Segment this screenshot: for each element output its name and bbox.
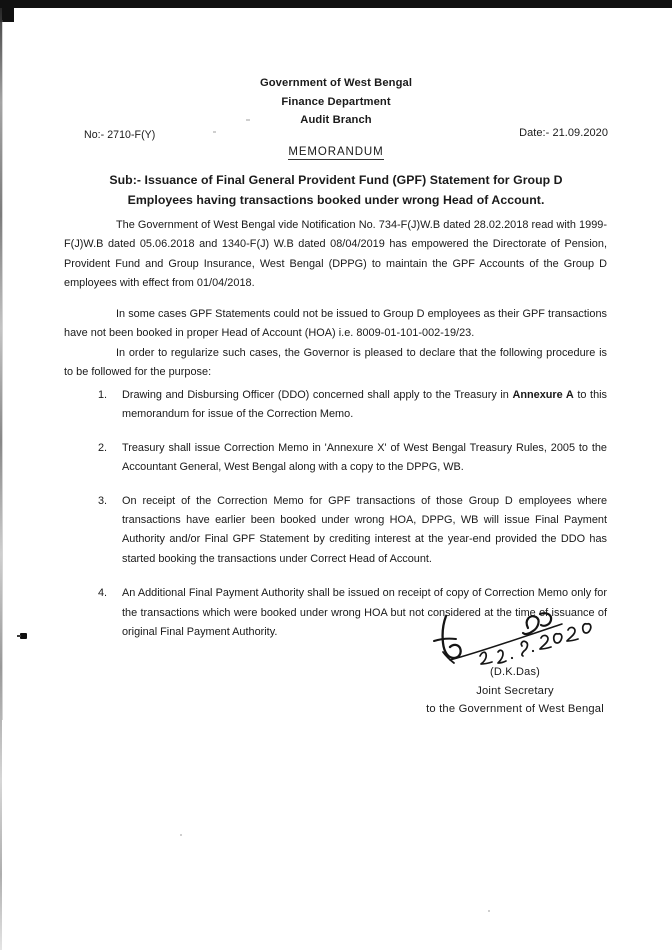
signatory-name: (D.K.Das)	[489, 666, 541, 678]
list-item-emphasis: Annexure A	[512, 389, 574, 401]
list-item-text: Treasury shall issue Correction Memo in 'Annexure X' of West Bengal Treasury Rules, 2005 to the Accountant General, West Bengal along with a copy to the DPPG, WB.	[122, 441, 607, 474]
paragraph-1-text: The Government of West Bengal vide Notification No. 734-F(J)W.B dated 28.02.2018 read with 1999-F(J)W.B dated 05.06.2018 and 1340-F(J) W.B dated 08/04/2019 has empowered the Directorate of Pension, Provident Fund and Group Insurance, West Bengal (DPPG) to maintain the GPF Accounts of the Group D employees with effect from 01/04/2018.	[64, 219, 607, 290]
letterhead	[0, 74, 672, 130]
list-item-number: 3.	[98, 494, 108, 507]
letterhead-government: Government of West Bengal	[259, 77, 413, 89]
memorandum-title	[0, 146, 672, 158]
scan-speck	[488, 910, 490, 912]
paragraph-3-text: In order to regularize such cases, the Governor is pleased to declare that the following procedure is to be followed for the purpose:	[64, 347, 607, 379]
list-item-text-cont: to this memorandum for issue of the Correction Memo.	[122, 389, 607, 421]
scan-edge-top	[0, 0, 672, 8]
list-item-text: An Additional Final Payment Authority shall be issued on receipt of copy of Correction Memo only for the transactions which were booked under wrong HOA but not considered at the time of issuance of original Final Payment Authority.	[122, 587, 607, 639]
paragraph-1	[64, 216, 607, 294]
memo-number: No:- 2710-F(Y)	[84, 129, 156, 141]
paragraph-2	[64, 305, 607, 344]
list-item-number: 1.	[98, 389, 108, 401]
list-item-number: 2.	[98, 441, 108, 454]
ink-blot-artifact	[20, 633, 27, 639]
letterhead-branch: Audit Branch	[300, 114, 372, 126]
list-item	[64, 492, 607, 570]
paragraph-3	[64, 344, 607, 383]
list-item	[64, 386, 607, 425]
signatory-authority: to the Government of West Bengal	[426, 703, 604, 715]
list-item	[64, 439, 607, 478]
list-item-text: Drawing and Disbursing Officer (DDO) concerned shall apply to the Treasury in	[122, 389, 513, 401]
subject-line: Sub:- Issuance of Final General Provident Fund (GPF) Statement for Group D Employees having transactions booked under wrong Head of Account.	[109, 173, 563, 207]
memorandum-title-text: MEMORANDUM	[288, 146, 384, 158]
handwritten-signature	[410, 608, 620, 670]
scan-speck	[213, 131, 216, 133]
signatory-designation: Joint Secretary	[476, 685, 554, 697]
scan-speck	[180, 834, 182, 836]
signature-block	[370, 608, 660, 718]
paragraph-2-text: In some cases GPF Statements could not be issued to Group D employees as their GPF transactions have not been booked in proper Head of Account (HOA) i.e. 8009-01-101-002-19/23.	[64, 308, 607, 340]
letterhead-department: Finance Department	[281, 95, 391, 108]
list-item-text: On receipt of the Correction Memo for GPF transactions of those Group D employees where transactions have earlier been booked under wrong HOA, DPPG, WB will issue Final Payment Authority and/or Final GPF Statement by crediting interest at the year-end provided the DDO has started booking the transactions under Correct Head of Account.	[122, 494, 607, 565]
memo-date: Date:- 21.09.2020	[519, 127, 608, 139]
list-item-number: 4.	[98, 587, 108, 600]
